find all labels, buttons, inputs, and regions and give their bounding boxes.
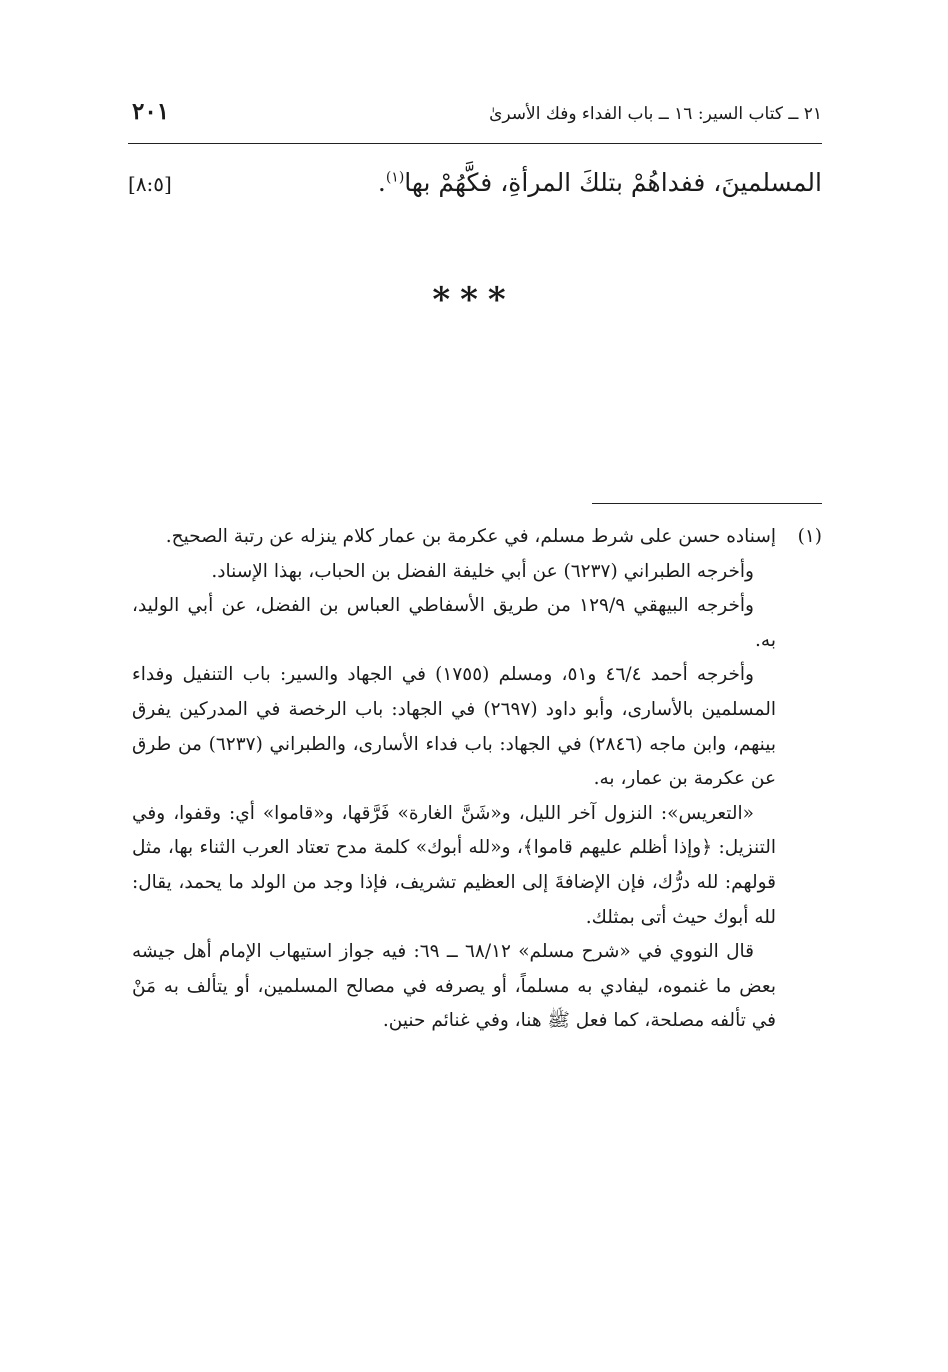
footnote-paragraph: وأخرجه أحمد ٤٦/٤ و٥١، ومسلم (١٧٥٥) في الجهاد والسير: باب التنفيل وفداء المسلمين بالأسارى، وأبو داود (٢٦٩٧) في الجهاد: باب الرخصة في المدركين يفرق بينهم، وابن ماجه (٢٨٤٦) في الجهاد: باب فداء الأسارى، والطبراني (٦٢٣٧) من طرق عن عكرمة بن عمار، به.	[132, 664, 776, 790]
footnotes	[132, 520, 822, 1039]
page-header	[128, 96, 822, 136]
footnote-body	[132, 520, 776, 1039]
running-head: ٢١ ــ كتاب السير: ١٦ ــ باب الفداء وفك الأسرىٰ	[489, 104, 822, 124]
main-text-body: المسلمينَ، ففداهُمْ بتلكَ المرأةِ، فكَّهُمْ بها	[404, 168, 822, 197]
footnote-rule	[592, 503, 822, 504]
footnote-number: (١)	[797, 526, 822, 547]
main-text-end: .	[377, 168, 386, 197]
footnote-paragraph: قال النووي في «شرح مسلم» ٦٨/١٢ ــ ٦٩: فيه جواز استيهاب الإمام أهل جيشه بعض ما غنموه، ليفادي به مسلماً، أو يصرفه في مصالح المسلمين، أو يتألف به مَنْ في تألفه مصلحة، كما فعل ﷺ هنا، وفي غنائم حنين.	[132, 941, 776, 1032]
footnote-paragraph: وأخرجه البيهقي ١٢٩/٩ من طريق الأسفاطي العباس بن الفضل، عن أبي الوليد، به.	[132, 595, 776, 651]
section-separator: ***	[432, 280, 516, 320]
footnote-reference[interactable]: (١)	[385, 169, 405, 186]
main-text-block	[128, 168, 822, 212]
main-text	[378, 168, 822, 197]
footnote-paragraph: وأخرجه الطبراني (٦٢٣٧) عن أبي خليفة الفضل بن الحباب، بهذا الإسناد.	[211, 560, 754, 582]
footnote-paragraph: إسناده حسن على شرط مسلم، في عكرمة بن عمار كلام ينزله عن رتبة الصحيح.	[165, 526, 776, 547]
reference-tag: [٨:٥]	[128, 172, 172, 196]
footnote-paragraph: «التعريس»: النزول آخر الليل، و«شَنَّ الغارة» فَرَّقها، و«قاموا» أي: وقفوا، وفي التنزيل: ﴿وإذا أظلم عليهم قاموا﴾، و«لله أبوك» كلمة مدح تعتاد العرب الثناء بها، مثل قولهم: لله درُّك، فإن الإضافةَ إلى العظيم تشريف، فإذا وجد من الولد ما يحمد، يقال: لله أبوك حيث أتى بمثلك.	[132, 802, 776, 928]
footnote-entry	[132, 520, 822, 1039]
header-rule	[128, 143, 822, 144]
page-number: ٢٠١	[132, 98, 170, 125]
